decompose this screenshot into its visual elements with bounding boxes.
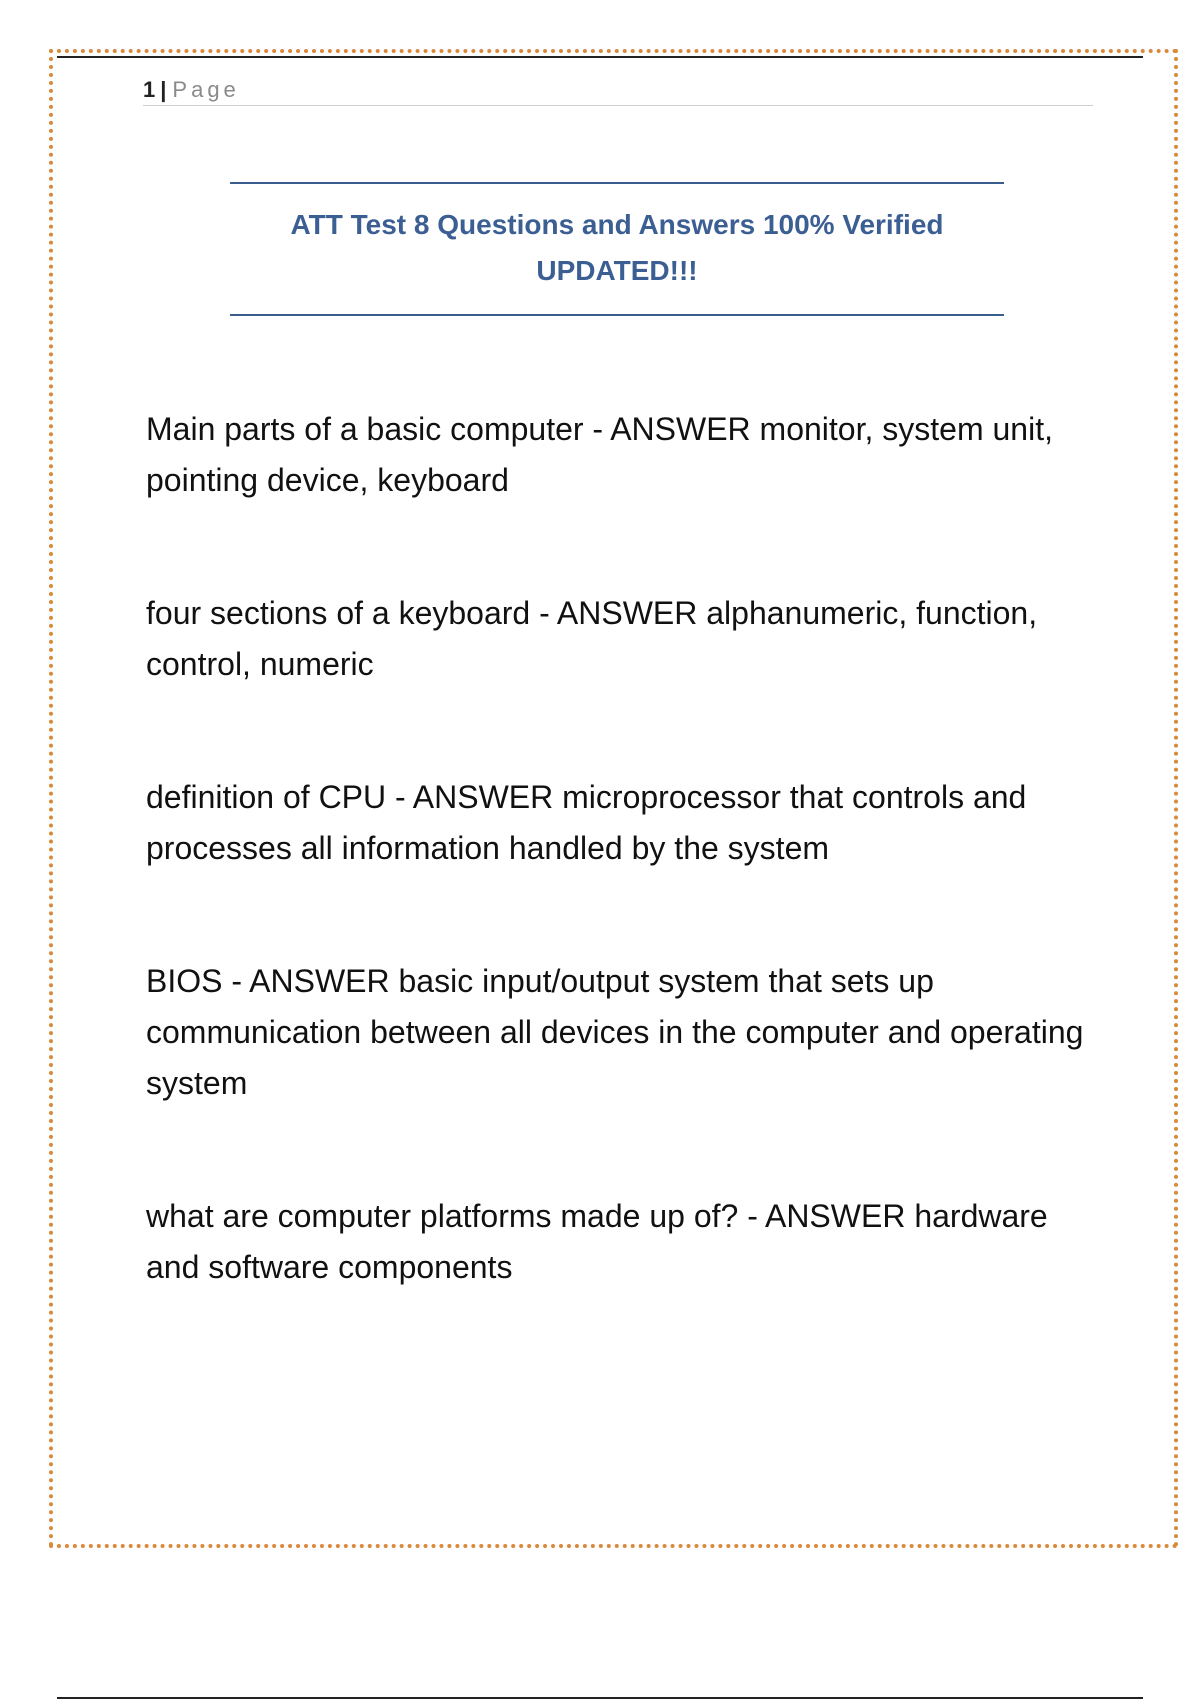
qa-item: Main parts of a basic computer - ANSWER monitor, system unit, pointing device, keyboard (146, 411, 1053, 498)
page-separator: | (160, 77, 167, 102)
qa-item: definition of CPU - ANSWER microprocessor that controls and processes all information handled by the system (146, 779, 1027, 866)
document-title-line-1: ATT Test 8 Questions and Answers 100% Verified (290, 209, 944, 240)
bottom-rule (57, 1697, 1143, 1699)
qa-item: BIOS - ANSWER basic input/output system that sets up communication between all devices in the computer and operating system (146, 963, 1084, 1101)
document-title-line-2: UPDATED!!! (536, 255, 698, 286)
top-rule (57, 56, 1143, 58)
qa-item: four sections of a keyboard - ANSWER alphanumeric, function, control, numeric (146, 595, 1038, 682)
page-number: 1 (143, 77, 156, 102)
page-header (143, 74, 1093, 106)
qa-list (146, 404, 1106, 1375)
page-label: Page (172, 77, 240, 102)
document-title-block (230, 182, 1004, 316)
qa-item: what are computer platforms made up of? - ANSWER hardware and software components (146, 1198, 1048, 1285)
